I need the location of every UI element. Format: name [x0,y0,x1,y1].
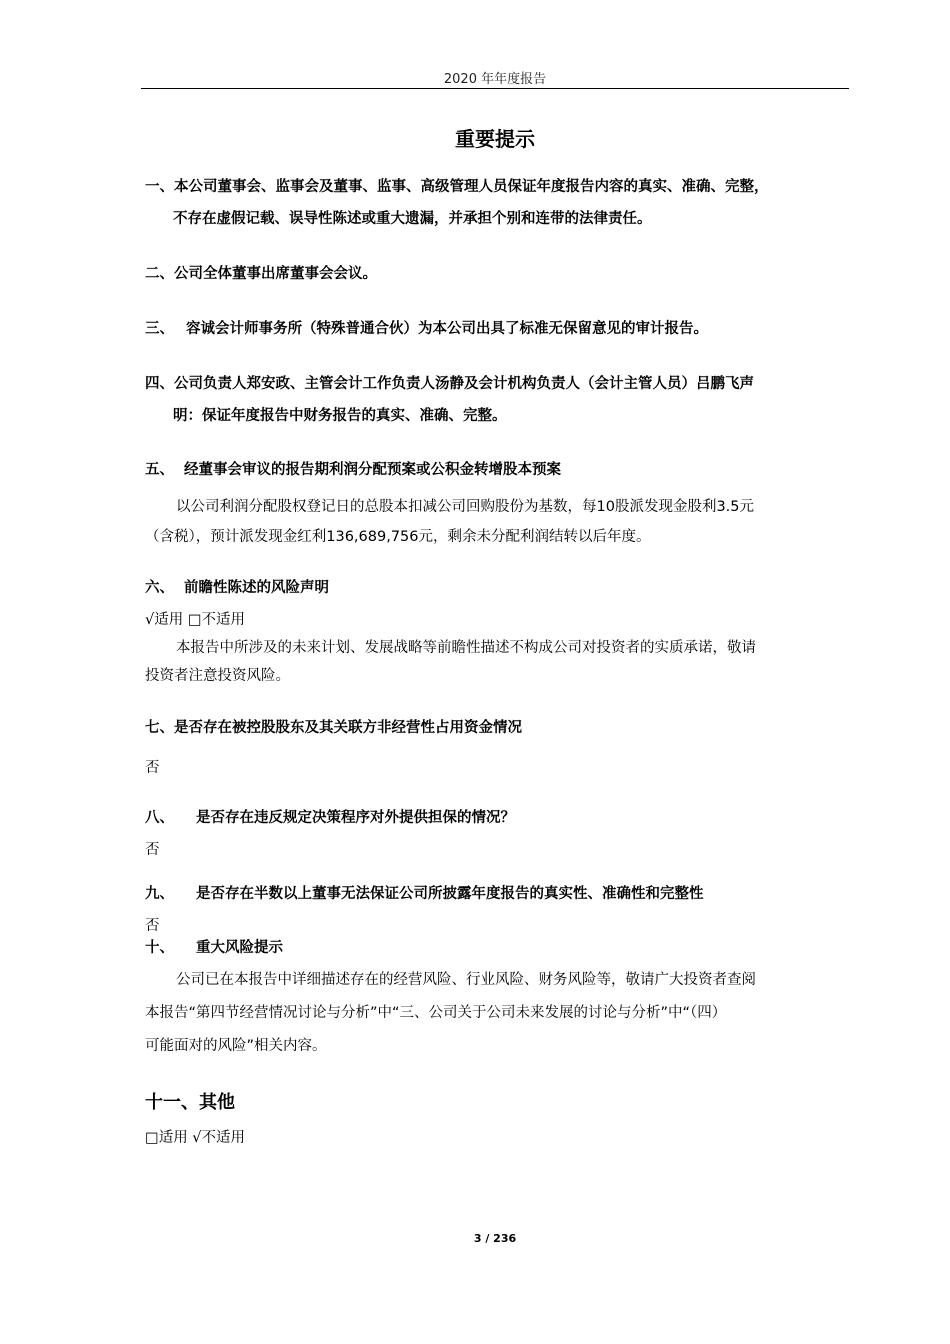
item10-heading [145,936,283,957]
page-title: 重要提示 [455,127,535,151]
item9-heading [145,882,704,903]
header-rule [141,88,849,89]
item1-line2: 不存在虚假记载、误导性陈述或重大遗漏，并承担个别和连带的法律责任。 [173,211,652,227]
item11-title: 十一、其他 [145,1092,235,1113]
item8-answer: 否 [145,842,160,858]
item6-text: 前瞻性陈述的风险声明 [184,580,329,596]
item11-option: □适用 √不适用 [145,1130,246,1146]
item5-num: 五、 [145,462,174,478]
item5-heading [145,458,561,479]
item5-text: 经董事会审议的报告期利润分配预案或公积金转增股本预案 [184,462,561,478]
item6-num: 六、 [145,580,174,596]
item8-heading [145,806,515,827]
item6-option: √适用 □不适用 [145,612,246,628]
item10-num: 十、 [145,940,174,956]
item3-num: 三、 [145,321,174,337]
item9-num: 九、 [145,886,174,902]
page-number: 3 / 236 [473,1232,517,1245]
item10-body-line1: 公司已在本报告中详细描述存在的经营风险、行业风险、财务风险等，敬请广大投资者查阅 [176,972,756,988]
item6-heading [145,576,329,597]
item3-text: 容诚会计师事务所（特殊普通合伙）为本公司出具了标准无保留意见的审计报告。 [186,321,708,337]
item8-num: 八、 [145,810,174,826]
item5-body-line2: （含税），预计派发现金红利136,689,756元，剩余未分配利润结转以后年度。 [145,529,651,545]
item4-line2: 明：保证年度报告中财务报告的真实、准确、完整。 [173,408,507,424]
item6-body-line1: 本报告中所涉及的未来计划、发展战略等前瞻性描述不构成公司对投资者的实质承诺，敬请 [176,640,756,656]
item7-answer: 否 [145,760,160,776]
item4-line1: 四、公司负责人郑安政、主管会计工作负责人汤静及会计机构负责人（会计主管人员）吕鹏飞声 [145,376,754,392]
item8-text: 是否存在违反规定决策程序对外提供担保的情况？ [196,810,515,826]
item10-body-line2: 本报告“第四节经营情况讨论与分析”中“三、公司关于公司未来发展的讨论与分析”中“（四） [145,1005,727,1021]
item7-line1: 七、是否存在被控股股东及其关联方非经营性占用资金情况 [145,720,522,736]
page-header: 2020 年年度报告 [443,72,547,87]
item9-text: 是否存在半数以上董事无法保证公司所披露年度报告的真实性、准确性和完整性 [196,886,704,902]
item9-answer: 否 [145,918,160,934]
item10-body-line3: 可能面对的风险”相关内容。 [145,1038,327,1054]
item6-body-line2: 投资者注意投资风险。 [145,668,290,684]
item1-line1: 一、本公司董事会、监事会及董事、监事、高级管理人员保证年度报告内容的真实、准确、完整， [145,179,769,195]
item10-text: 重大风险提示 [196,940,283,956]
item5-body-line1: 以公司利润分配股权登记日的总股本扣减公司回购股份为基数，每10股派发现金股利3.5元 [176,499,755,515]
item3-heading [145,317,708,338]
item2-line1: 二、公司全体董事出席董事会会议。 [145,266,377,282]
